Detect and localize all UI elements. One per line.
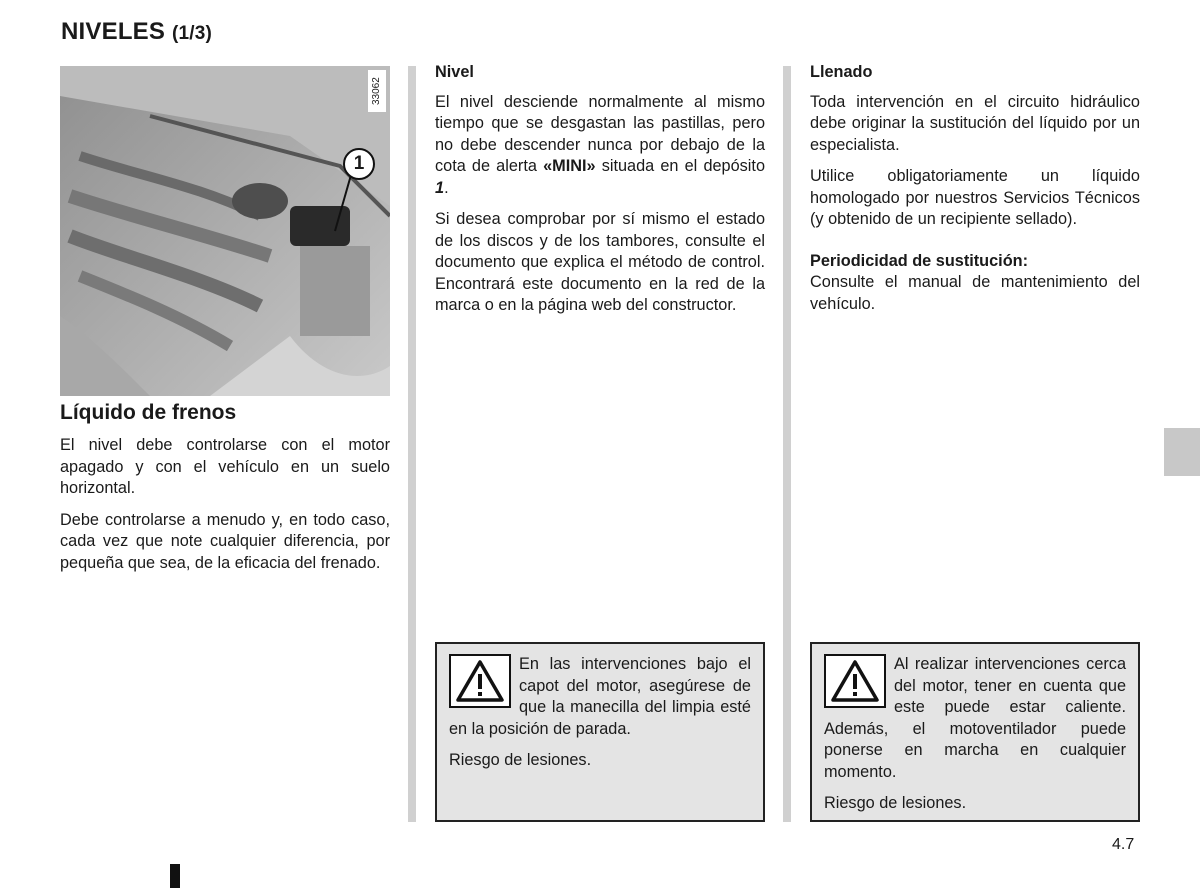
figure-code: 33062 (368, 70, 386, 112)
page-number: 4.7 (1112, 836, 1135, 853)
paragraph: Utilice obligatoriamente un líquido homologado por nuestros Servicios Técnicos (y obtenido de un recipiente sellado). (810, 167, 1140, 228)
crop-mark (170, 864, 180, 888)
warning-risk: Riesgo de lesiones. (824, 794, 967, 812)
engine-bay-photo (60, 66, 390, 396)
llenado-section (810, 62, 1140, 325)
period-label: Periodicidad de sustitución: (810, 251, 1029, 270)
warning-risk: Riesgo de lesiones. (449, 751, 592, 769)
warning-box (810, 642, 1140, 822)
section-tab (1164, 428, 1200, 476)
warning-text: Al realizar intervenciones cerca del motor, tener en cuenta que este puede estar caliente. Además, el motoventilador puede ponerse en marcha en cualquier momento. (824, 655, 1126, 781)
llenado-label: Llenado (810, 63, 873, 81)
section-heading: Líquido de frenos (60, 401, 237, 424)
column-divider (408, 66, 416, 822)
nivel-section (435, 62, 765, 327)
paragraph: El nivel desciende normalmente al mismo tiempo que se desgastan las pastillas, pero no debe descender nunca por debajo de la cota de alerta «MINI» situada en el depósito 1. (435, 92, 766, 197)
warning-text: En las intervenciones bajo el capot del motor, asegúrese de que la manecilla del limpia esté en la posición de parada. (449, 655, 751, 738)
paragraph: Consulte el manual de mantenimiento del vehículo. (810, 273, 1140, 313)
mini-mark: «MINI» (543, 157, 596, 175)
section-body (60, 435, 390, 584)
nivel-label: Nivel (435, 63, 474, 81)
reservoir-ref: 1 (435, 178, 445, 197)
page-title: NIVELES (1/3) (61, 18, 213, 45)
column-divider (783, 66, 791, 822)
warning-box (435, 642, 765, 822)
page-title-part: (1/3) (171, 23, 213, 44)
paragraph: El nivel debe controlarse con el motor apagado y con el vehículo en un suelo horizontal. (60, 436, 390, 497)
warning-triangle-icon (824, 654, 886, 708)
paragraph: Debe controlarse a menudo y, en todo caso, cada vez que note cualquier diferencia, por pequeña que sea, de la eficacia del frenado. (60, 510, 390, 572)
warning-triangle-icon (449, 654, 511, 708)
paragraph: Si desea comprobar por sí mismo el estado de los discos y de los tambores, consulte el documento que explica el método de control. Encontrará este documento en la red de la marca o en la página web del constructor. (435, 210, 765, 314)
callout-marker: 1 (343, 148, 375, 180)
paragraph: Toda intervención en el circuito hidráulico debe originar la sustitución del líquido por un especialista. (810, 92, 1140, 154)
